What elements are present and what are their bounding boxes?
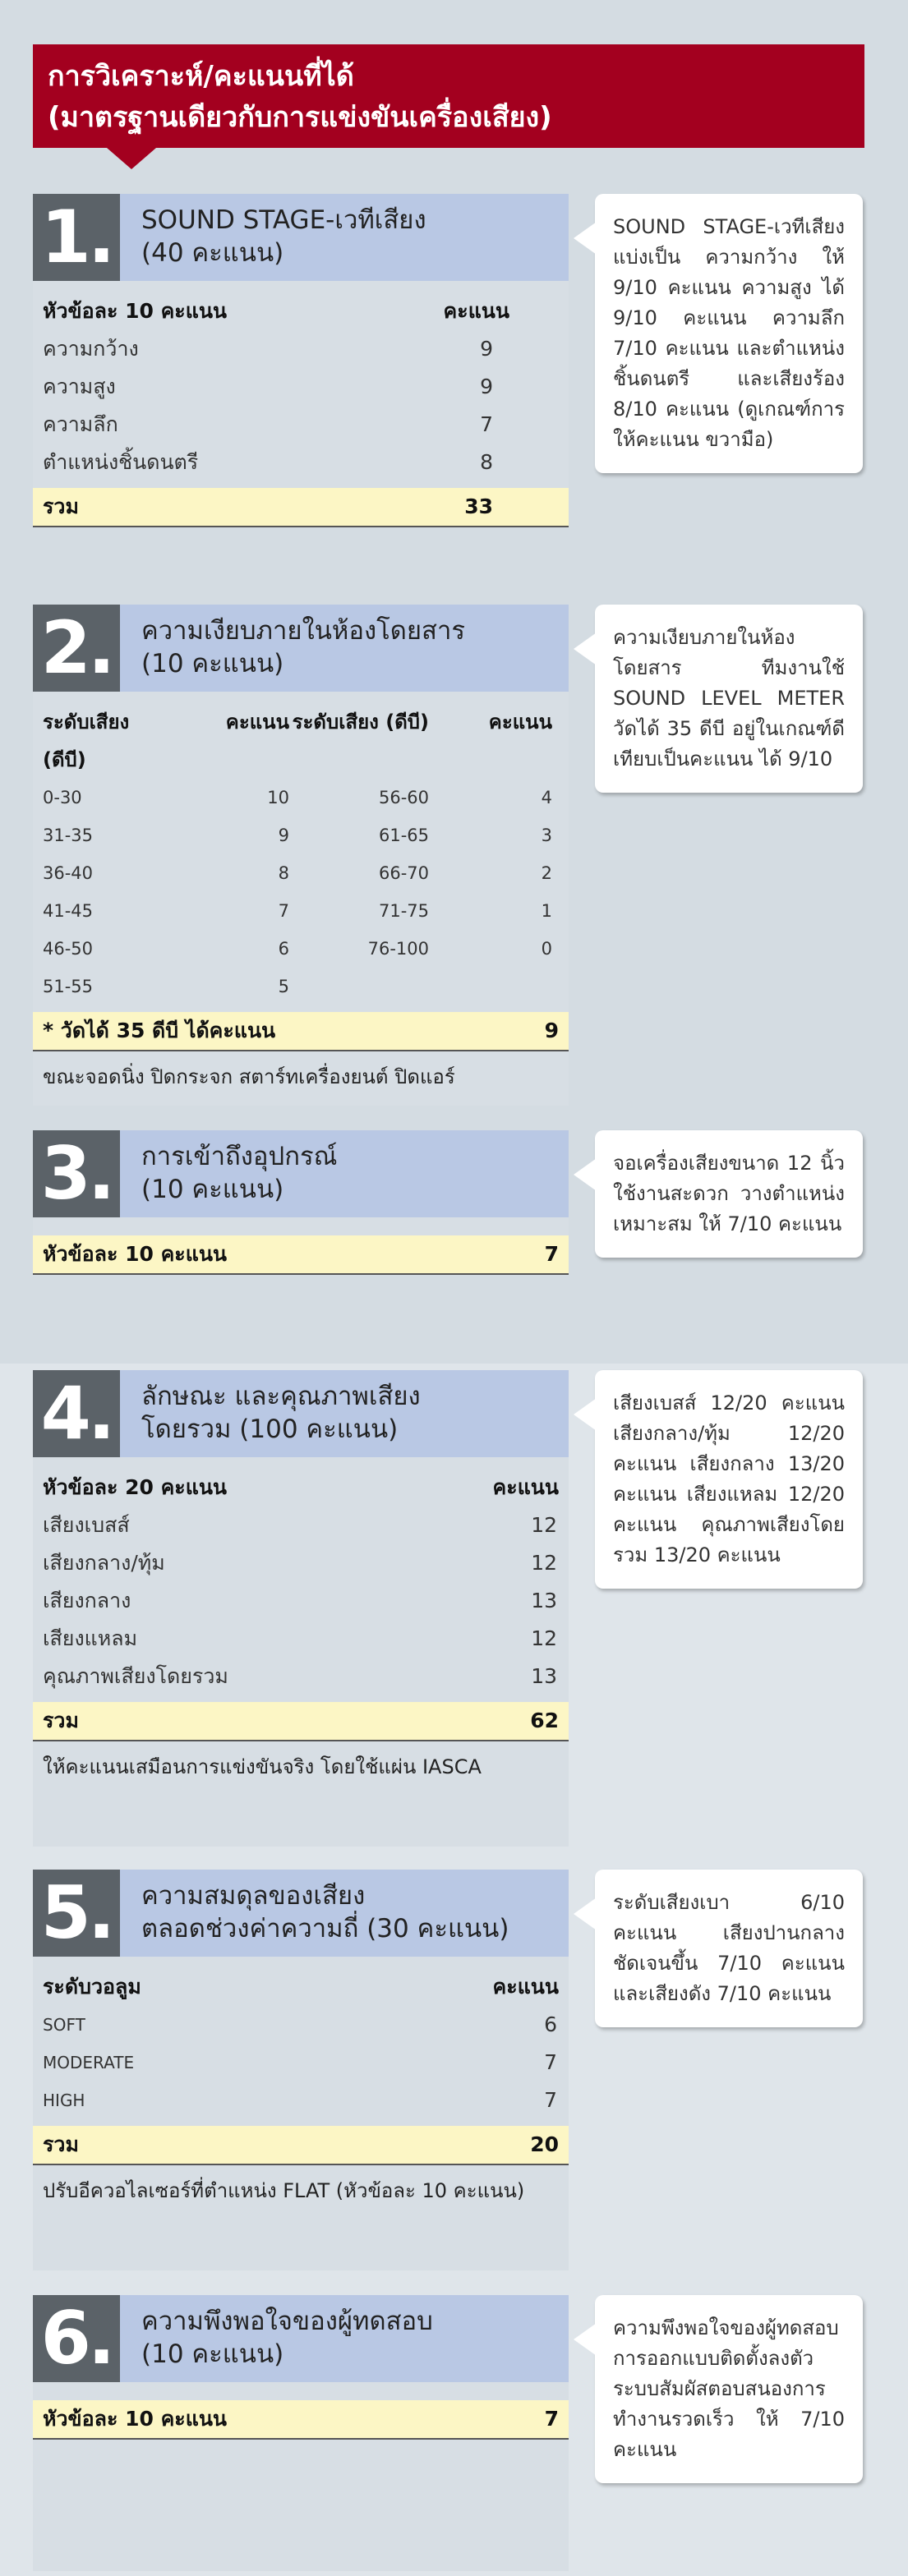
section-number: 5. xyxy=(33,1870,120,1957)
total-row: * วัดได้ 35 ดีบี ได้คะแนน 9 xyxy=(33,1012,569,1051)
total-row: รวม 20 xyxy=(33,2126,569,2165)
total-row: หัวข้อละ 10 คะแนน 7 xyxy=(33,1235,569,1275)
table-row: 41-45 7 71-75 1 xyxy=(43,901,552,921)
banner-pointer xyxy=(107,148,156,169)
page-title-line2: (มาตรฐานเดียวกับการแข่งขันเครื่องเสียง) xyxy=(48,101,552,134)
section-equipment-access xyxy=(33,1130,569,1275)
comment-bubble-5: ระดับเสียงเบา 6/10 คะแนน เสียงปานกลางชัดเจนขึ้น 7/10 คะแนน และเสียงดัง 7/10 คะแนน xyxy=(595,1870,863,2027)
page-title-line1: การวิเคราะห์/คะแนนที่ได้ xyxy=(48,60,354,93)
table-header: หัวข้อละ 10 คะแนน คะแนน xyxy=(43,299,509,323)
comment-bubble-4: เสียงเบสส์ 12/20 คะแนน เสียงกลาง/ทุ้ม 12/20 คะแนน เสียงกลาง 13/20 คะแนน เสียงแหลม 12/20 คะแนน คุณภาพเสียงโดยรวม 13/20 คะแนน xyxy=(595,1370,863,1589)
comment-bubble-6: ความพึงพอใจของผู้ทดสอบ การออกแบบติดตั้งลงตัว ระบบสัมผัสตอบสนองการทำงานรวดเร็ว ให้ 7/10 คะแนน xyxy=(595,2295,863,2483)
table-row: HIGH 7 xyxy=(43,2088,557,2112)
total-row: รวม 62 xyxy=(33,1702,569,1741)
table-row: เสียงกลาง/ทุ้ม 12 xyxy=(43,1551,557,1575)
table-row: 31-35 9 61-65 3 xyxy=(43,826,552,845)
table-row: คุณภาพเสียงโดยรวม 13 xyxy=(43,1664,557,1688)
section-tester-satisfaction xyxy=(33,2295,569,2571)
section-sound-stage xyxy=(33,194,569,527)
section-title: ความพึงพอใจของผู้ทดสอบ (10 คะแนน) xyxy=(120,2295,569,2382)
section-number: 1. xyxy=(33,194,120,281)
table-row: 51-55 5 xyxy=(43,977,289,996)
section-number: 6. xyxy=(33,2295,120,2382)
section-note: ให้คะแนนเสมือนการแข่งขันจริง โดยใช้แผ่น IASCA xyxy=(43,1755,482,1778)
page-title-banner xyxy=(33,44,864,148)
section-number: 3. xyxy=(33,1130,120,1217)
section-title: การเข้าถึงอุปกรณ์ (10 คะแนน) xyxy=(120,1130,569,1217)
table-header: หัวข้อละ 20 คะแนน คะแนน xyxy=(43,1475,559,1499)
table-row: เสียงแหลม 12 xyxy=(43,1626,557,1650)
section-sound-quality xyxy=(33,1370,569,1847)
table-row: เสียงเบสส์ 12 xyxy=(43,1513,557,1537)
section-note: ปรับอีควอไลเซอร์ที่ตำแหน่ง FLAT (หัวข้อละ 10 คะแนน) xyxy=(43,2179,525,2202)
section-number: 4. xyxy=(33,1370,120,1457)
table-row: เสียงกลาง 13 xyxy=(43,1589,557,1612)
table-row: ตำแหน่งชิ้นดนตรี 8 xyxy=(43,450,493,474)
table-row: 46-50 6 76-100 0 xyxy=(43,939,552,959)
section-title: ความเงียบภายในห้องโดยสาร (10 คะแนน) xyxy=(120,605,569,692)
table-row: ความลึก 7 xyxy=(43,412,493,436)
total-row: รวม 33 xyxy=(33,488,569,527)
table-row: SOFT 6 xyxy=(43,2012,557,2036)
section-title: ลักษณะ และคุณภาพเสียง โดยรวม (100 คะแนน) xyxy=(120,1370,569,1457)
section-number: 2. xyxy=(33,605,120,692)
comment-bubble-3: จอเครื่องเสียงขนาด 12 นิ้ว ใช้งานสะดวก วางตำแหน่งเหมาะสม ให้ 7/10 คะแนน xyxy=(595,1130,863,1258)
table-header: ระดับวอลูม คะแนน xyxy=(43,1975,559,1999)
section-frequency-balance xyxy=(33,1870,569,2270)
table-row: 0-30 10 56-60 4 xyxy=(43,788,552,807)
table-row: ความสูง 9 xyxy=(43,375,493,398)
table-row: ความกว้าง 9 xyxy=(43,337,493,361)
section-note: ขณะจอดนิ่ง ปิดกระจก สตาร์ทเครื่องยนต์ ปิดแอร์ xyxy=(43,1065,455,1088)
total-row: หัวข้อละ 10 คะแนน 7 xyxy=(33,2400,569,2440)
table-row: 36-40 8 66-70 2 xyxy=(43,863,552,883)
section-title: ความสมดุลของเสียง ตลอดช่วงค่าความถี่ (30 คะแนน) xyxy=(120,1870,569,1957)
table-header: ระดับเสียง (ดีบี) คะแนน ระดับเสียง (ดีบี) คะแนน xyxy=(43,711,552,771)
comment-bubble-2: ความเงียบภายในห้องโดยสาร ทีมงานใช้ SOUND LEVEL METER วัดได้ 35 ดีบี อยู่ในเกณฑ์ดี เทียบเป็นคะแนน ได้ 9/10 xyxy=(595,605,863,793)
comment-bubble-1: SOUND STAGE-เวทีเสียง แบ่งเป็น ความกว้าง ให้ 9/10 คะแนน ความสูง ได้ 9/10 คะแนน ความลึก 7/10 คะแนน และตำแหน่งชิ้นดนตรี และเสียงร้อง 8/10 คะแนน (ดูเกณฑ์การให้คะแนน ขวามือ) xyxy=(595,194,863,473)
table-row: MODERATE 7 xyxy=(43,2050,557,2074)
section-title: SOUND STAGE-เวทีเสียง (40 คะแนน) xyxy=(120,194,569,281)
section-cabin-quietness xyxy=(33,605,569,1106)
